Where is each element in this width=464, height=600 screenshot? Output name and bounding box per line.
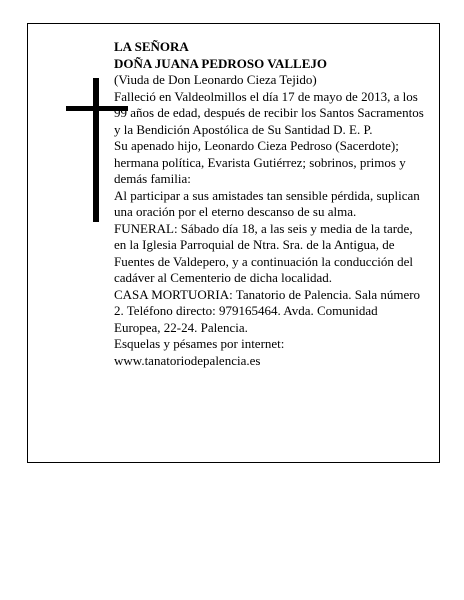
death-paragraph: Falleció en Valdeolmillos el día 17 de mayo de 2013, a los 99 años de edad, después de recibir los Santos Sacramentos y la Bendición Apostólica de Su Santidad D. E. P.	[114, 88, 424, 137]
deceased-name: DOÑA JUANA PEDROSO VALLEJO	[114, 55, 327, 71]
widow-line: (Viuda de Don Leonardo Cieza Tejido)	[114, 72, 317, 87]
mortuary-paragraph: CASA MORTUORIA: Tanatorio de Palencia. Sala número 2. Teléfono directo: 979165464. Avda. Comunidad Europea, 22-24. Palencia.	[114, 286, 421, 335]
funeral-paragraph: FUNERAL: Sábado día 18, a las seis y media de la tarde, en la Iglesia Parroquial de Ntra. Sra. de la Antigua, de Fuentes de Valdepero, y a continuación la conducción del cadáver al Cementerio de dicha localidad.	[114, 220, 414, 285]
website-link: www.tanatoriodepalencia.es	[114, 352, 261, 368]
request-paragraph: Al participar a sus amistades tan sensible pérdida, suplican una oración por el eterno descanso de su alma.	[114, 187, 420, 219]
cross-vertical-bar	[93, 78, 99, 222]
notice-text-block	[114, 39, 424, 369]
internet-line: Esquelas y pésames por internet:	[114, 336, 285, 351]
family-paragraph: Su apenado hijo, Leonardo Cieza Pedroso (Sacerdote); hermana política, Evarista Gutiérrez; sobrinos, primos y demás familia:	[114, 138, 406, 186]
notice-title: LA SEÑORA	[114, 39, 189, 54]
